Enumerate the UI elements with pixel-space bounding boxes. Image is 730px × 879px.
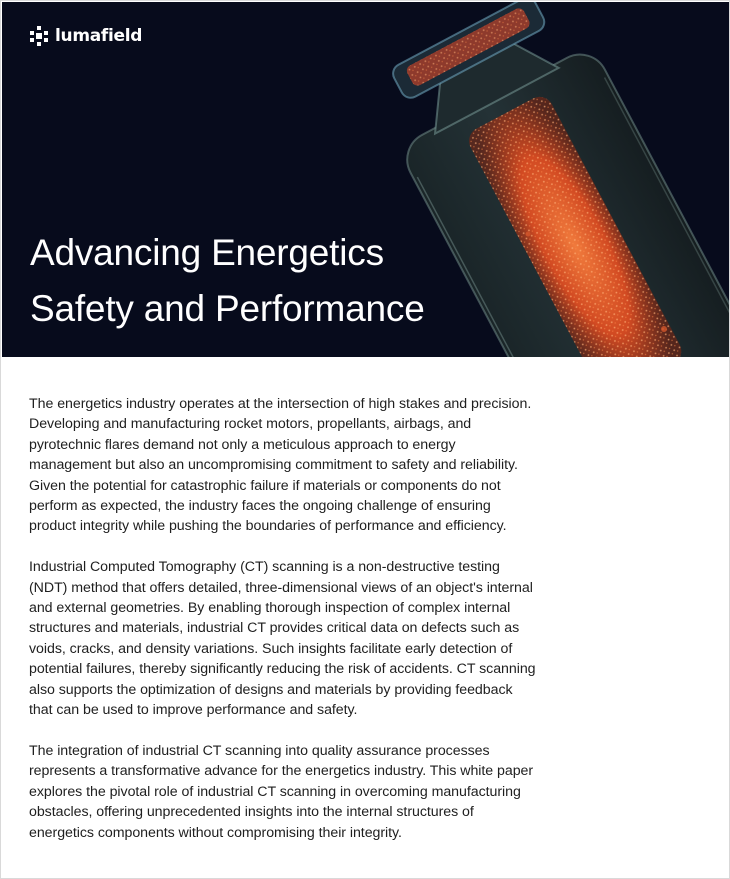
lumafield-mark-icon (30, 26, 48, 46)
page-title (30, 225, 490, 337)
body-text (29, 394, 539, 863)
title-line-2: Safety and Performance (30, 288, 425, 329)
hero-banner (2, 2, 730, 357)
lumafield-logo[interactable] (30, 26, 142, 46)
paragraph-ct-overview: Industrial Computed Tomography (CT) scanning is a non-destructive testing (NDT) method that offers detailed, three-dimensional views of an object's internal and external geometries. By enabling thorough inspection of complex internal structures and materials, industrial CT provides critical data on defects such as voids, cracks, and density variations. Such insights facilitate early detection of potential failures, thereby significantly reducing the risk of accidents. CT scanning also supports the optimization of designs and materials by providing feedback that can be used to improve performance and safety. (29, 559, 536, 719)
paragraph-intro: The energetics industry operates at the intersection of high stakes and precision. Developing and manufacturing rocket motors, propellants, airbags, and pyrotechnic flares demand not only a meticulous approach to energy management but also an uncompromising commitment to safety and reliability. Given the potential for catastrophic failure if materials or components do not perform as expected, the industry faces the ongoing challenge of ensuring product integrity while pushing the boundaries of performance and efficiency. (29, 396, 532, 535)
title-line-1: Advancing Energetics (30, 232, 384, 273)
paragraph-integration: The integration of industrial CT scanning into quality assurance processes represents a transformative advance for the energetics industry. This white paper explores the pivotal role of industrial CT scanning in overcoming manufacturing obstacles, offering unprecedented insights into the internal structures of energetics components without compromising their integrity. (29, 742, 534, 841)
brand-name: lumafield (55, 26, 143, 46)
